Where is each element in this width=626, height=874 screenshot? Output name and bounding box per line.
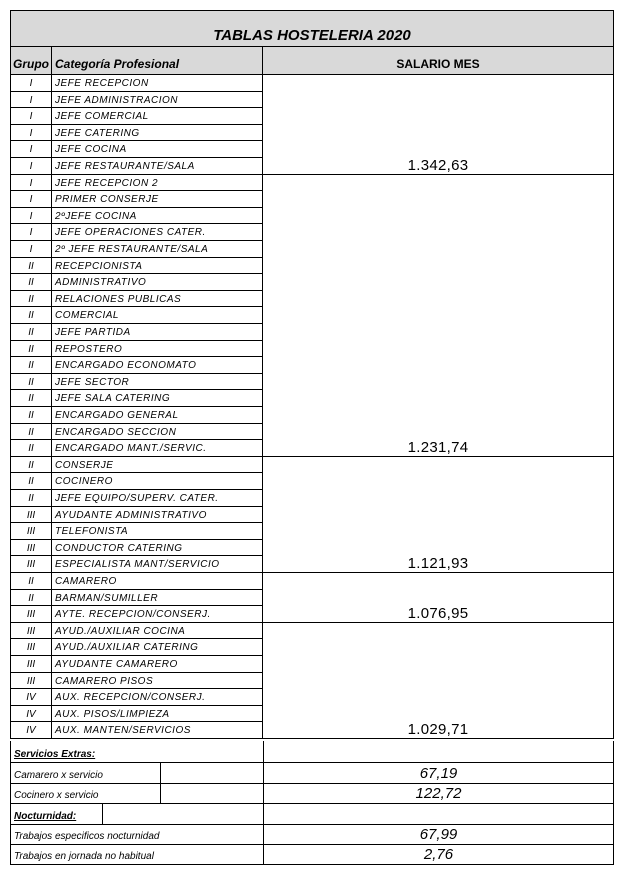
categoria-cell: COMERCIAL [52, 307, 263, 324]
nocturnidad-item-value: 67,99 [419, 826, 458, 843]
grupo-cell: III [10, 556, 52, 573]
categoria-cell: BARMAN/SUMILLER [52, 590, 263, 607]
categoria-cell: JEFE RESTAURANTE/SALA [52, 158, 263, 175]
categoria-cell: ENCARGADO GENERAL [52, 407, 263, 424]
grupo-cell: I [10, 191, 52, 208]
nocturnidad-header [10, 804, 614, 825]
categoria-cell: JEFE CATERING [52, 125, 263, 142]
categoria-cell: CONSERJE [52, 457, 263, 474]
categoria-cell: JEFE SALA CATERING [52, 390, 263, 407]
categoria-cell: AYUD./AUXILIAR COCINA [52, 623, 263, 640]
grupo-cell: III [10, 639, 52, 656]
grupo-cell: III [10, 656, 52, 673]
nocturnidad-item-label: Trabajos especificos nocturnidad [14, 831, 160, 842]
categoria-cell: JEFE ADMINISTRACION [52, 92, 263, 109]
grupo-cell: III [10, 507, 52, 524]
extra-value: 122,72 [415, 785, 462, 802]
extra-row-cocinero [10, 784, 614, 804]
salario-value: 1.342,63 [407, 156, 469, 174]
categoria-cell: JEFE SECTOR [52, 374, 263, 391]
categoria-cell: RELACIONES PUBLICAS [52, 291, 263, 308]
grupo-cell: I [10, 108, 52, 125]
grupo-cell: II [10, 490, 52, 507]
grupo-cell: I [10, 224, 52, 241]
grupo-cell: II [10, 573, 52, 590]
categoria-cell: JEFE RECEPCION 2 [52, 175, 263, 192]
salary-group [263, 75, 614, 175]
categoria-cell: JEFE COCINA [52, 141, 263, 158]
categoria-cell: JEFE RECEPCION [52, 75, 263, 92]
categoria-cell: ENCARGADO MANT./SERVIC. [52, 440, 263, 457]
header-salario-label: SALARIO MES [396, 57, 480, 71]
grupo-cell: II [10, 258, 52, 275]
grupo-cell: II [10, 341, 52, 358]
categoria-cell: ENCARGADO SECCION [52, 424, 263, 441]
categoria-cell: COCINERO [52, 473, 263, 490]
grupo-cell: II [10, 291, 52, 308]
nocturnidad-row-especificos [10, 825, 614, 845]
grupo-cell: III [10, 623, 52, 640]
salary-group [263, 457, 614, 573]
extra-label: Camarero x servicio [14, 770, 103, 781]
grupo-cell: IV [10, 689, 52, 706]
nocturnidad-row-jornada [10, 845, 614, 865]
nocturnidad-item-value: 2,76 [423, 846, 454, 863]
grupo-cell: I [10, 141, 52, 158]
categoria-cell: CAMARERO PISOS [52, 673, 263, 690]
categoria-cell: 2ºJEFE COCINA [52, 208, 263, 225]
salary-group [263, 573, 614, 623]
grupo-cell: II [10, 590, 52, 607]
grupo-cell: II [10, 357, 52, 374]
nocturnidad-item-label: Trabajos en jornada no habitual [14, 851, 154, 862]
categoria-cell: JEFE EQUIPO/SUPERV. CATER. [52, 490, 263, 507]
categoria-cell: CAMARERO [52, 573, 263, 590]
categoria-cell: AYUDANTE ADMINISTRATIVO [52, 507, 263, 524]
grupo-cell: II [10, 407, 52, 424]
salario-value: 1.076,95 [407, 604, 469, 622]
grupo-cell: I [10, 241, 52, 258]
categoria-cell: REPOSTERO [52, 341, 263, 358]
header-categoria [52, 47, 263, 75]
grupo-cell: II [10, 457, 52, 474]
categoria-cell: AYUDANTE CAMARERO [52, 656, 263, 673]
table-title-bar [10, 10, 614, 47]
servicios-extras-header [10, 741, 614, 763]
grupo-cell: II [10, 424, 52, 441]
categoria-cell: AYTE. RECEPCION/CONSERJ. [52, 606, 263, 623]
grupo-cell: II [10, 307, 52, 324]
grupo-cell: I [10, 208, 52, 225]
nocturnidad-label: Nocturnidad: [14, 811, 77, 822]
page-title: TABLAS HOSTELERIA 2020 [213, 27, 411, 44]
grupo-cell: II [10, 324, 52, 341]
categoria-cell: ESPECIALISTA MANT/SERVICIO [52, 556, 263, 573]
grupo-cell: I [10, 92, 52, 109]
header-categoria-label: Categoría Profesional [55, 57, 180, 71]
grupo-cell: IV [10, 706, 52, 723]
categoria-cell: 2º JEFE RESTAURANTE/SALA [52, 241, 263, 258]
grupo-cell: IV [10, 722, 52, 739]
salario-value: 1.231,74 [407, 438, 469, 456]
grupo-cell: I [10, 125, 52, 142]
grupo-cell: I [10, 75, 52, 92]
categoria-cell: ENCARGADO ECONOMATO [52, 357, 263, 374]
header-grupo [10, 47, 52, 75]
salario-value: 1.029,71 [407, 720, 469, 738]
categoria-cell: JEFE COMERCIAL [52, 108, 263, 125]
grupo-cell: I [10, 175, 52, 192]
header-grupo-label: Grupo [13, 57, 49, 71]
categoria-cell: AYUD./AUXILIAR CATERING [52, 639, 263, 656]
grupo-cell: II [10, 473, 52, 490]
categoria-cell: AUX. PISOS/LIMPIEZA [52, 706, 263, 723]
grupo-cell: II [10, 440, 52, 457]
grupo-cell: III [10, 606, 52, 623]
salary-group [263, 175, 614, 457]
grupo-cell: III [10, 523, 52, 540]
salary-group [263, 623, 614, 739]
grupo-cell: II [10, 274, 52, 291]
grupo-cell: II [10, 374, 52, 391]
categoria-cell: PRIMER CONSERJE [52, 191, 263, 208]
header-salario [263, 47, 614, 75]
categoria-cell: JEFE OPERACIONES CATER. [52, 224, 263, 241]
categoria-cell: CONDUCTOR CATERING [52, 540, 263, 557]
grupo-cell: II [10, 390, 52, 407]
categoria-cell: RECEPCIONISTA [52, 258, 263, 275]
categoria-cell: AUX. MANTEN/SERVICIOS [52, 722, 263, 739]
extra-value: 67,19 [419, 765, 458, 782]
categoria-cell: TELEFONISTA [52, 523, 263, 540]
grupo-cell: III [10, 673, 52, 690]
categoria-cell: JEFE PARTIDA [52, 324, 263, 341]
categoria-cell: AUX. RECEPCION/CONSERJ. [52, 689, 263, 706]
servicios-extras-label: Servicios Extras: [14, 749, 96, 760]
grupo-cell: III [10, 540, 52, 557]
salario-value: 1.121,93 [407, 554, 469, 572]
categoria-cell: ADMINISTRATIVO [52, 274, 263, 291]
grupo-cell: I [10, 158, 52, 175]
extra-row-camarero [10, 763, 614, 784]
extra-label: Cocinero x servicio [14, 790, 99, 801]
